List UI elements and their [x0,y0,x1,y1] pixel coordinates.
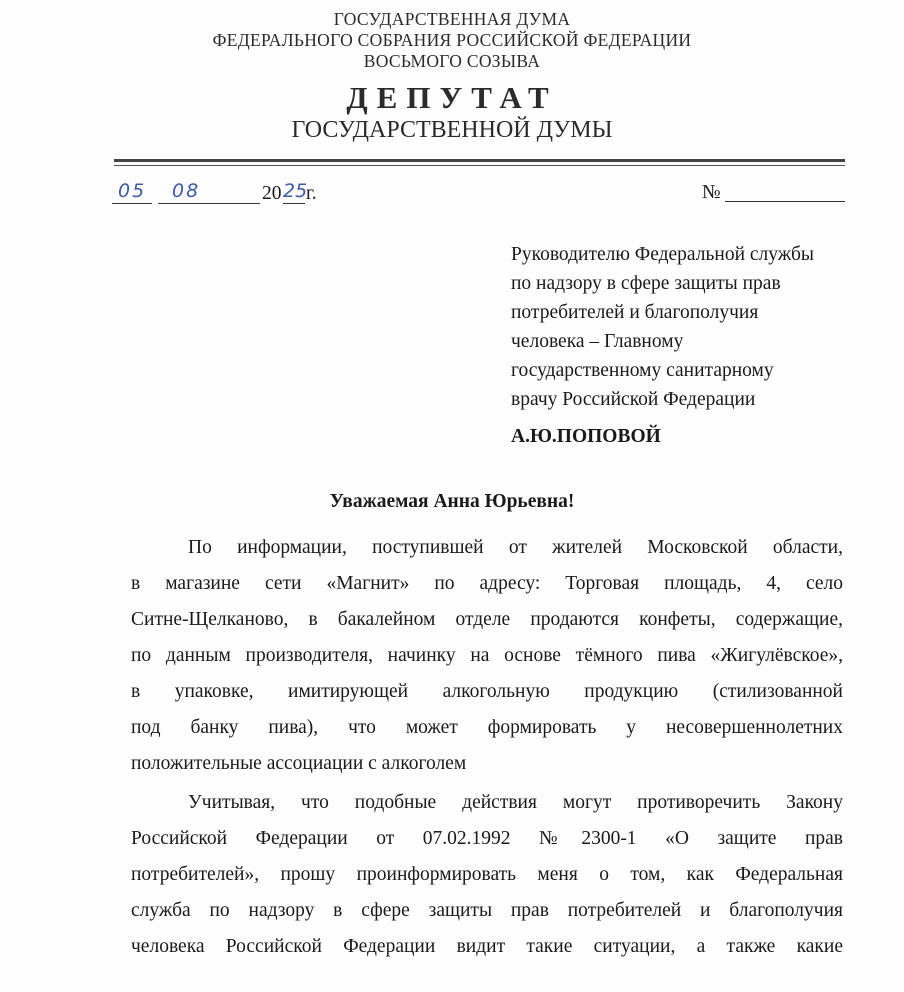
body-line: Ситне-Щелканово, в бакалейном отделе продаются конфеты, содержащие, [131,609,843,630]
body-line: в магазине сети «Магнит» по адресу: Торговая площадь, 4, село [131,573,843,594]
date-day-underline [112,203,152,204]
date-month: 08 [172,180,201,202]
number-underline [725,201,845,202]
letterhead-title: ДЕПУТАТ [346,80,558,115]
addressee-block [511,240,861,414]
date-year-prefix: 20 [262,183,282,204]
salutation: Уважаемая Анна Юрьевна! [329,491,575,512]
addressee-line: Руководителю Федеральной службы [511,244,814,265]
header-line-1: ГОСУДАРСТВЕННАЯ ДУМА [333,9,571,29]
body-line: служба по надзору в сфере защиты прав потребителей и благополучия [131,900,843,921]
addressee-line: потребителей и благополучия [511,302,759,323]
number-label: № [702,182,721,203]
body-line: по данным производителя, начинку на основе тёмного пива «Жигулёвское», [131,645,843,666]
body-line: По информации, поступившей от жителей Московской области, [188,537,843,558]
header-line-2: ФЕДЕРАЛЬНОГО СОБРАНИЯ РОССИЙСКОЙ ФЕДЕРАЦИИ [212,30,692,50]
body-line: в упаковке, имитирующей алкогольную продукцию (стилизованной [131,681,843,702]
date-month-underline [158,203,260,204]
header-divider-thin [114,165,845,166]
letterhead-subtitle: ГОСУДАРСТВЕННОЙ ДУМЫ [291,117,613,143]
header-line-3: ВОСЬМОГО СОЗЫВА [363,51,541,71]
body-line: под банку пива), что может формировать у несовершеннолетних [131,717,843,738]
date-suffix: г. [306,183,317,204]
addressee-line: врачу Российской Федерации [511,389,756,410]
addressee-line: государственному санитарному [511,360,774,381]
addressee-line: человека – Главному [511,331,684,352]
date-year-suffix: 25 [283,180,308,202]
addressee-name: А.Ю.ПОПОВОЙ [511,426,661,447]
body-line: положительные ассоциации с алкоголем [131,753,467,774]
body-line: человека Российской Федерации видит такие ситуации, а также какие [131,936,843,957]
body-line: потребителей», прошу проинформировать меня о том, как Федеральная [131,864,843,885]
header-divider-thick [114,159,845,162]
body-line: Учитывая, что подобные действия могут противоречить Закону [188,792,843,813]
date-day: 05 [118,180,147,202]
addressee-line: по надзору в сфере защиты прав [511,273,781,294]
date-year-underline [283,203,305,204]
body-line: Российской Федерации от 07.02.1992 №2300-1 «О защите прав [131,828,843,849]
